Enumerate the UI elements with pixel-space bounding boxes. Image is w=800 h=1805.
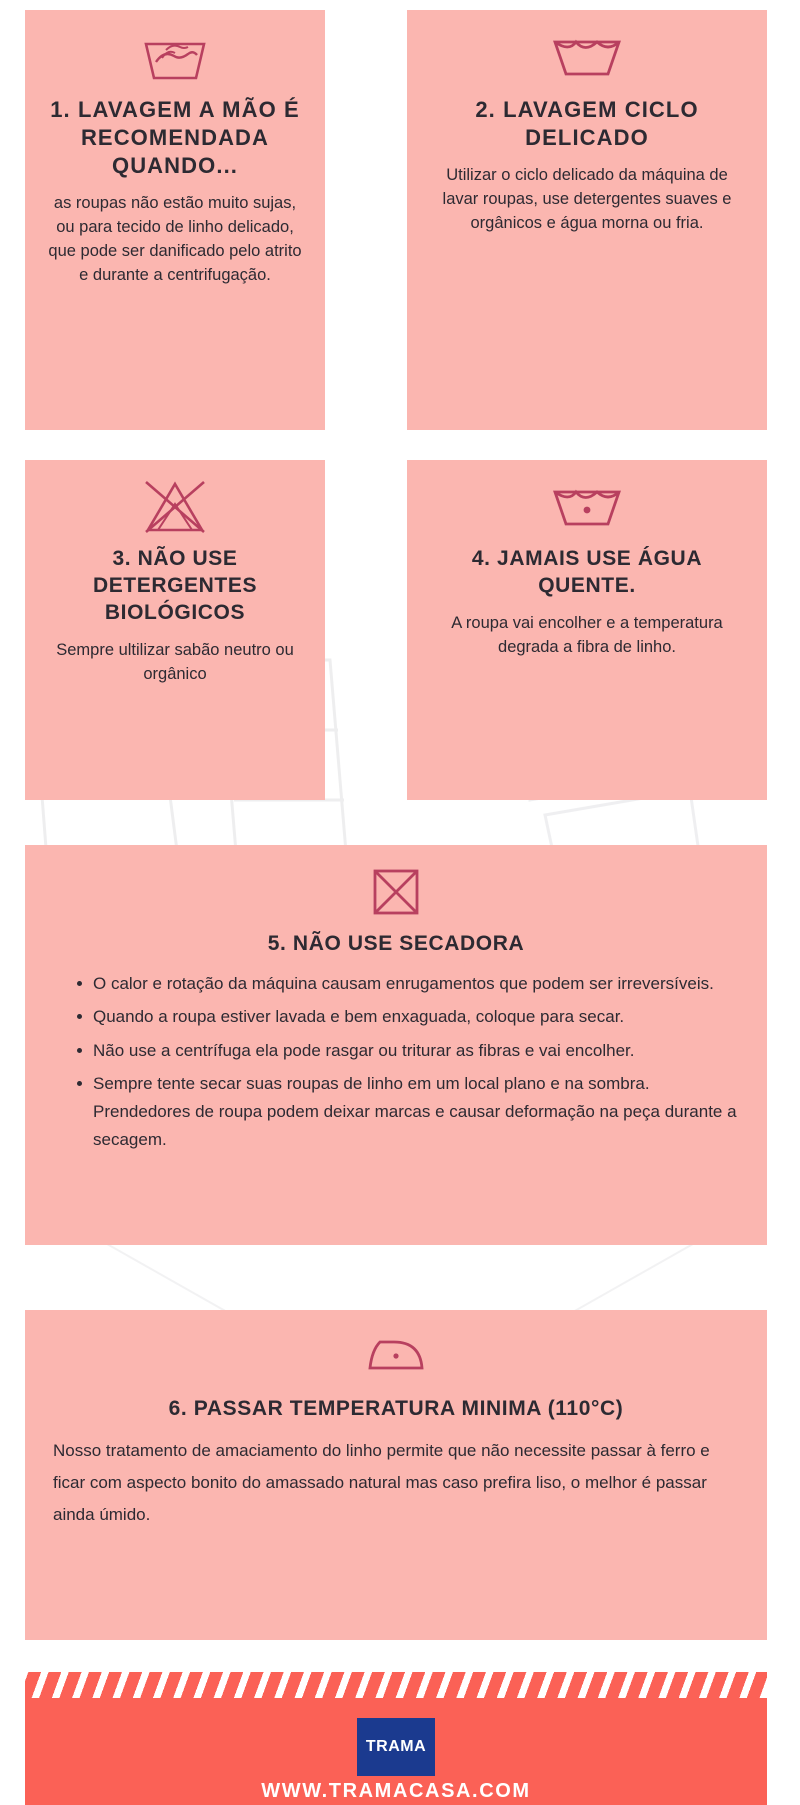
list-item: Não use a centrífuga ela pode rasgar ou triturar as fibras e vai encolher.	[77, 1037, 739, 1065]
care-card-iron-low-temp	[25, 1310, 767, 1640]
wash-tub-icon	[429, 28, 745, 90]
card-body: Sempre ultilizar sabão neutro ou orgânico	[56, 640, 294, 683]
wash-cold-water-icon	[429, 478, 745, 540]
no-bleach-triangle-icon	[47, 478, 303, 540]
care-card-no-tumble-dry	[25, 845, 767, 1245]
care-card-no-bio-detergent	[25, 460, 325, 800]
care-bullet-list	[53, 970, 739, 1153]
brand-logo	[357, 1718, 435, 1776]
card-title: 2. LAVAGEM CICLO DELICADO	[475, 97, 699, 151]
stripe-pattern	[25, 1672, 767, 1698]
brand-logo-text: TRAMA	[365, 1738, 427, 1755]
iron-icon	[53, 1328, 739, 1390]
card-title: 5. NÃO USE SECADORA	[267, 932, 525, 955]
card-title: 3. NÃO USE DETERGENTES BIOLÓGICOS	[92, 547, 258, 624]
card-body: Nosso tratamento de amaciamento do linho permite que não necessite passar à ferro e ficar com aspecto bonito do amassado natural mas caso prefira liso, o melhor é passar ainda úmido.	[53, 1440, 710, 1525]
card-body: as roupas não estão muito sujas, ou para tecido de linho delicado, que pode ser danificado pelo atrito e durante a centrifugação.	[48, 194, 302, 285]
care-card-delicate-cycle	[407, 10, 767, 430]
card-title: 1. LAVAGEM A MÃO É RECOMENDADA QUANDO...	[50, 97, 300, 179]
card-title: 6. PASSAR TEMPERATURA MINIMA (110°C)	[168, 1397, 624, 1420]
list-item: Quando a roupa estiver lavada e bem enxaguada, coloque para secar.	[77, 1003, 739, 1031]
card-body: Utilizar o ciclo delicado da máquina de lavar roupas, use detergentes suaves e orgânicos e água morna ou fria.	[442, 166, 732, 233]
care-card-hand-wash	[25, 10, 325, 430]
card-title: 4. JAMAIS USE ÁGUA QUENTE.	[471, 547, 703, 597]
card-body: A roupa vai encolher e a temperatura degrada a fibra de linho.	[451, 613, 723, 656]
list-item: O calor e rotação da máquina causam enrugamentos que podem ser irreversíveis.	[77, 970, 739, 998]
website-url: WWW.TRAMACASA.COM	[261, 1780, 531, 1802]
no-tumble-dry-icon	[53, 863, 739, 925]
footer-bar	[25, 1672, 767, 1805]
care-card-no-hot-water	[407, 460, 767, 800]
hand-wash-icon	[47, 28, 303, 90]
list-item: Sempre tente secar suas roupas de linho em um local plano e na sombra. Prendedores de roupa podem deixar marcas e causar deformação na peça durante a secagem.	[77, 1070, 739, 1153]
